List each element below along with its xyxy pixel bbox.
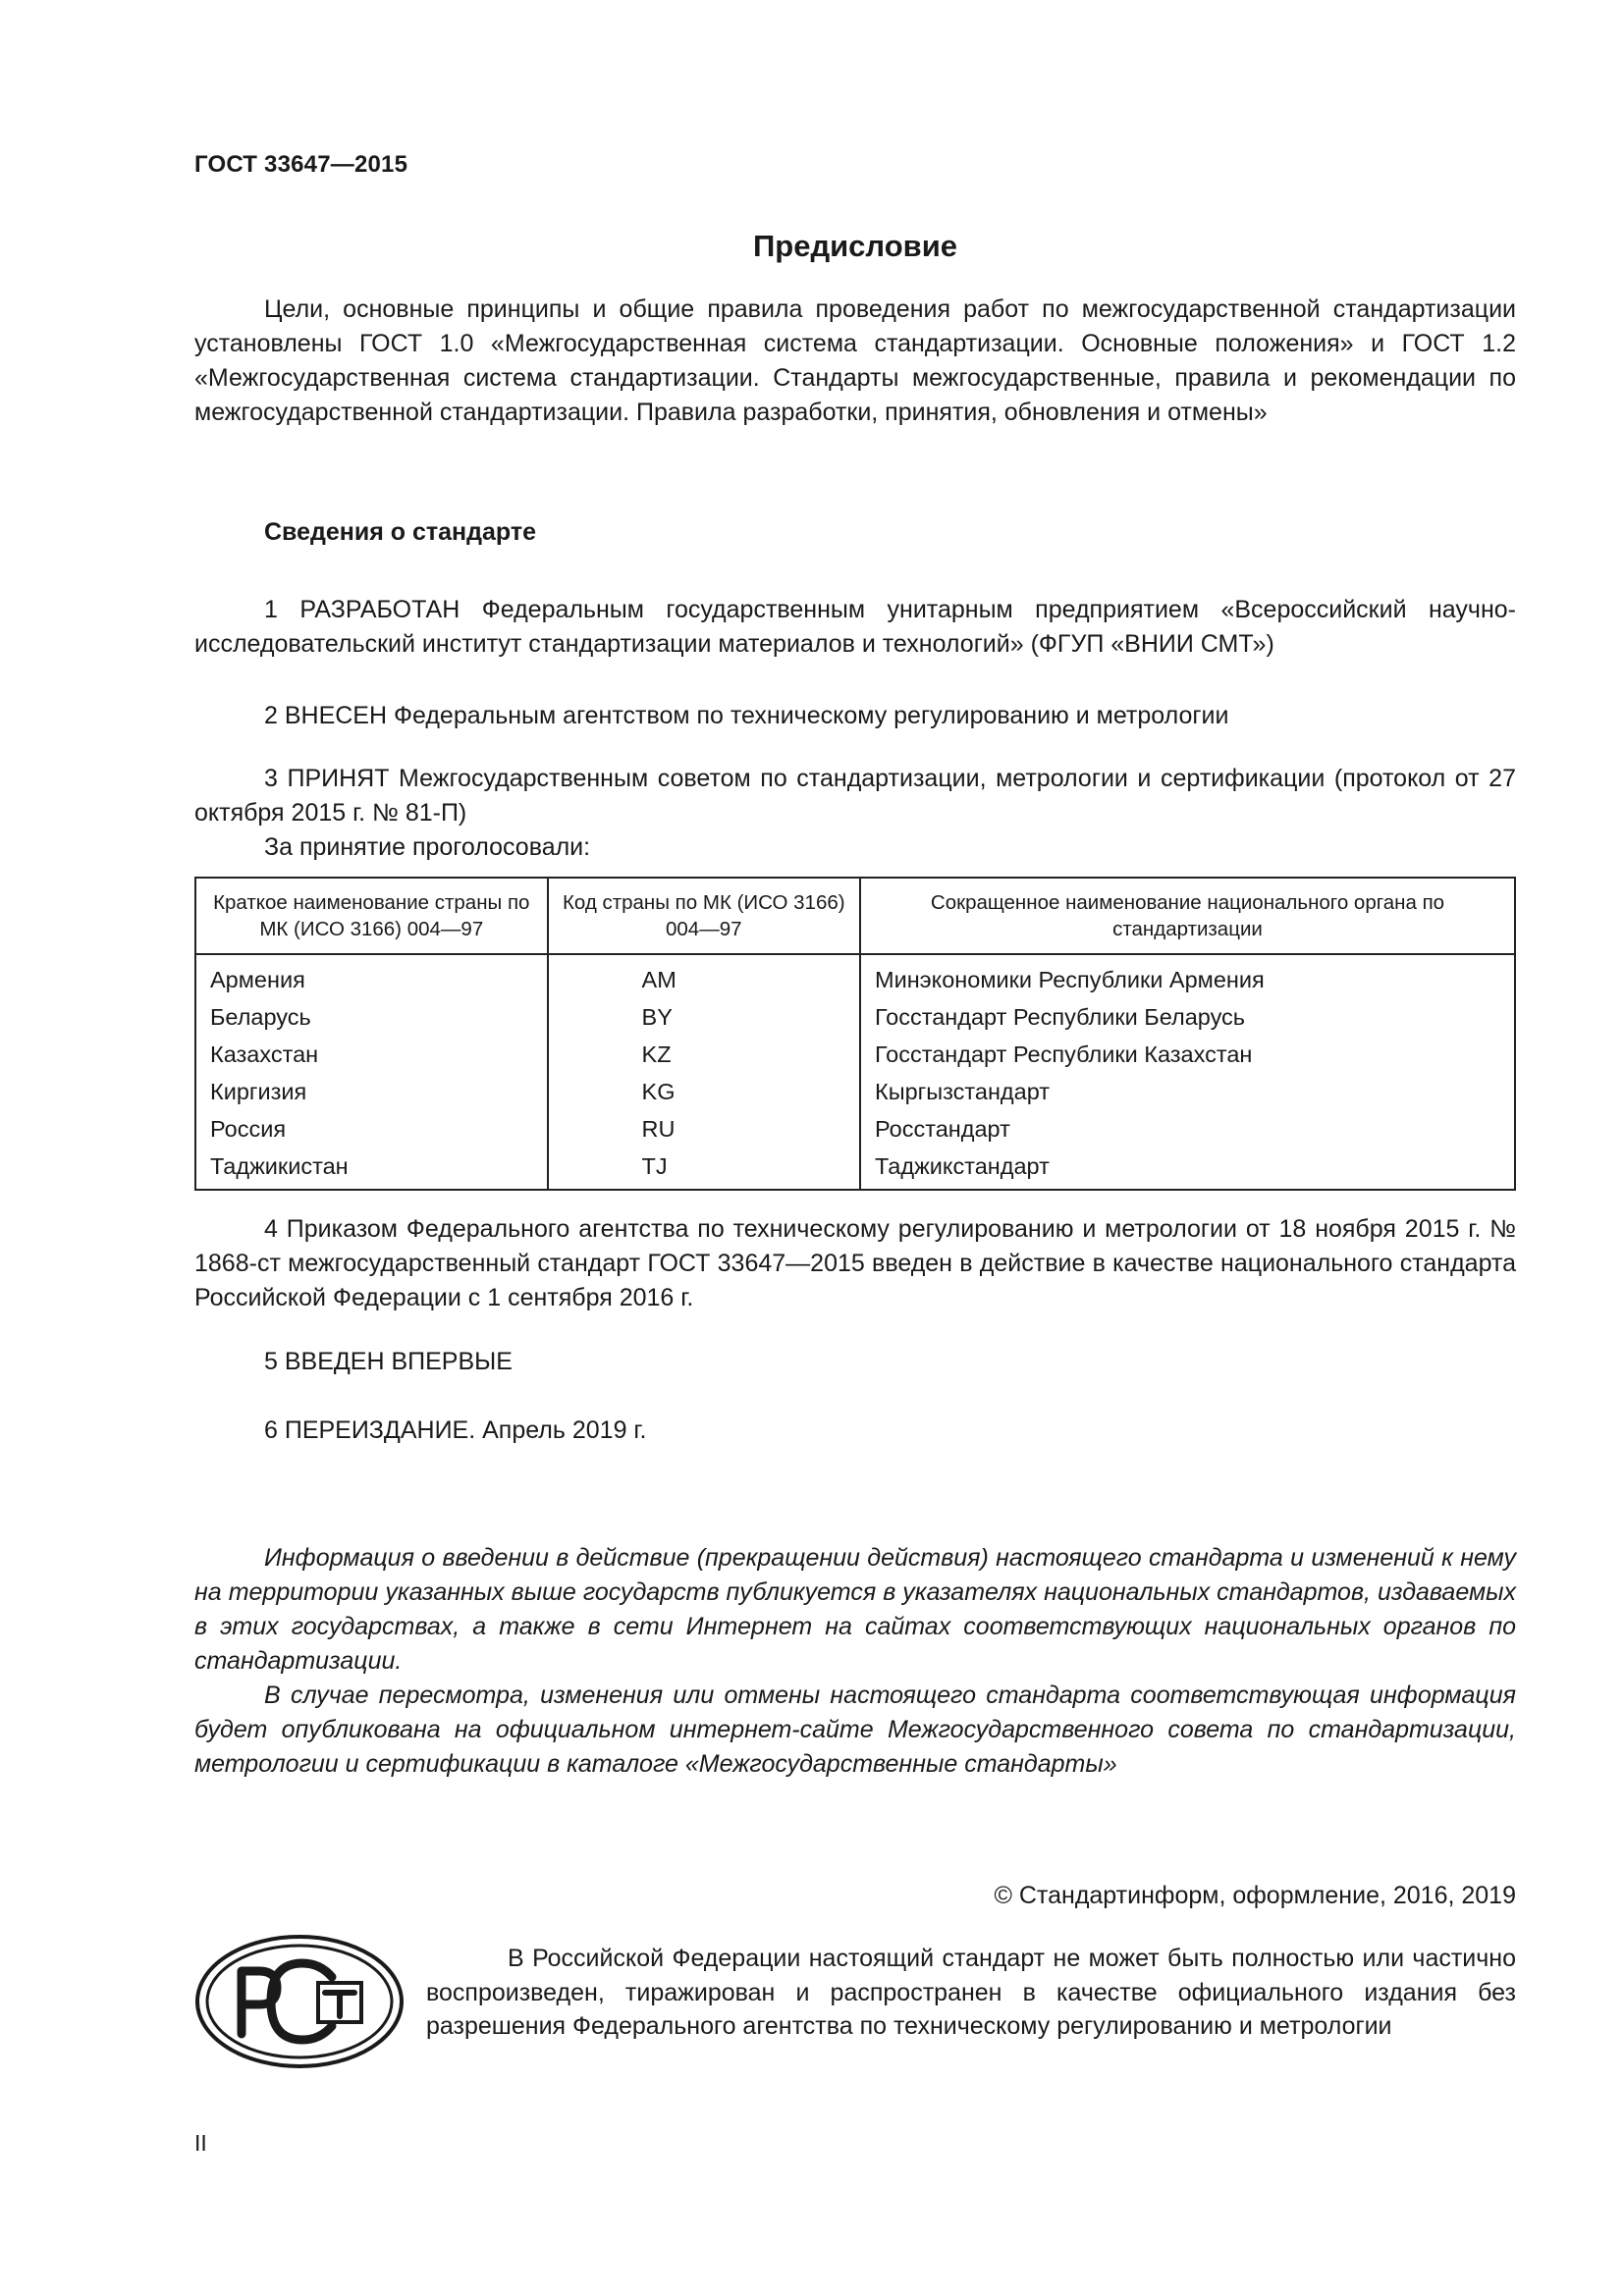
cell-country: Россия (195, 1110, 548, 1148)
notice-paragraph-2: В случае пересмотра, изменения или отмены настоящего стандарта соответствующая информация будет опубликована на официальном интернет-сайте Межгосударственного совета по стандартизации, метрологии и сертификации в каталоге «Межгосударственные стандарты» (194, 1682, 1516, 1778)
rights-notice: В Российской Федерации настоящий стандарт не может быть полностью или частично воспроизведен, тиражирован и распространен в качестве официального издания без разрешения Федерального агентства по техническому регулированию и метрологии (426, 1945, 1516, 2040)
rst-seal-icon (194, 1934, 405, 2069)
item-introduced: 2 ВНЕСЕН Федеральным агентством по техническому регулированию и метрологии (264, 702, 1229, 729)
page-number: II (194, 2130, 207, 2156)
copyright-line: © Стандартинформ, оформление, 2016, 2019 (994, 1882, 1516, 1909)
table-row (195, 998, 1515, 1036)
cell-body: Госстандарт Республики Беларусь (860, 998, 1515, 1036)
cell-country: Армения (195, 954, 548, 998)
table-row (195, 954, 1515, 998)
cell-body: Минэкономики Республики Армения (860, 954, 1515, 998)
column-header-code: Код страны по МК (ИСО 3166) 004—97 (548, 878, 860, 954)
item-order: 4 Приказом Федерального агентства по техническому регулированию и метрологии от 18 ноября 2015 г. № 1868-ст межгосударственный стандарт ГОСТ 33647—2015 введен в действие в качестве национального стандарта Российской Федерации с 1 сентября 2016 г. (194, 1215, 1516, 1311)
cell-body: Кыргызстандарт (860, 1073, 1515, 1110)
cell-code: BY (548, 998, 860, 1036)
intro-paragraph: Цели, основные принципы и общие правила проведения работ по межгосударственной стандартизации установлены ГОСТ 1.0 «Межгосударственная система стандартизации. Основные положения» и ГОСТ 1.2 «Межгосударственная система стандартизации. Стандарты межгосударственные, правила и рекомендации по межгосударственной стандартизации. Правила разработки, принятия, обновления и отмены» (194, 295, 1516, 426)
table-row (195, 1073, 1515, 1110)
item-reissue: 6 ПЕРЕИЗДАНИЕ. Апрель 2019 г. (264, 1416, 647, 1444)
page-title: Предисловие (752, 229, 957, 263)
cell-code: TJ (548, 1148, 860, 1190)
notice-paragraph-1: Информация о введении в действие (прекращении действия) настоящего стандарта и изменений к нему на территории указанных выше государств публикуется в указателях национальных стандартов, издаваемых в этих государствах, а также в сети Интернет на сайтах соответствующих национальных органов по стандартизации. (194, 1544, 1516, 1675)
info-heading: Сведения о стандарте (264, 518, 537, 546)
cell-country: Беларусь (195, 998, 548, 1036)
cell-body: Госстандарт Республики Казахстан (860, 1036, 1515, 1073)
table-header-row (195, 878, 1515, 954)
cell-code: KZ (548, 1036, 860, 1073)
cell-code: AM (548, 954, 860, 998)
voted-label: За принятие проголосовали: (264, 833, 591, 861)
cell-code: KG (548, 1073, 860, 1110)
cell-body: Таджикстандарт (860, 1148, 1515, 1190)
cell-body: Росстандарт (860, 1110, 1515, 1148)
item-developed: 1 РАЗРАБОТАН Федеральным государственным унитарным предприятием «Всероссийский научно-исследовательский институт стандартизации материалов и технологий» (ФГУП «ВНИИ СМТ») (194, 596, 1516, 658)
document-code: ГОСТ 33647—2015 (194, 151, 408, 178)
column-header-body: Сокращенное наименование национального органа по стандартизации (860, 878, 1515, 954)
table-row (195, 1148, 1515, 1190)
cell-code: RU (548, 1110, 860, 1148)
item-first-edition: 5 ВВЕДЕН ВПЕРВЫЕ (264, 1348, 513, 1375)
table-row (195, 1110, 1515, 1148)
item-adopted: 3 ПРИНЯТ Межгосударственным советом по стандартизации, метрологии и сертификации (протокол от 27 октября 2015 г. № 81-П) (194, 765, 1516, 827)
cell-country: Киргизия (195, 1073, 548, 1110)
column-header-country: Краткое наименование страны по МК (ИСО 3166) 004—97 (195, 878, 548, 954)
document-page (194, 0, 1516, 2296)
cell-country: Таджикистан (195, 1148, 548, 1190)
cell-country: Казахстан (195, 1036, 548, 1073)
table-row (195, 1036, 1515, 1073)
voting-countries-table (194, 877, 1516, 1191)
